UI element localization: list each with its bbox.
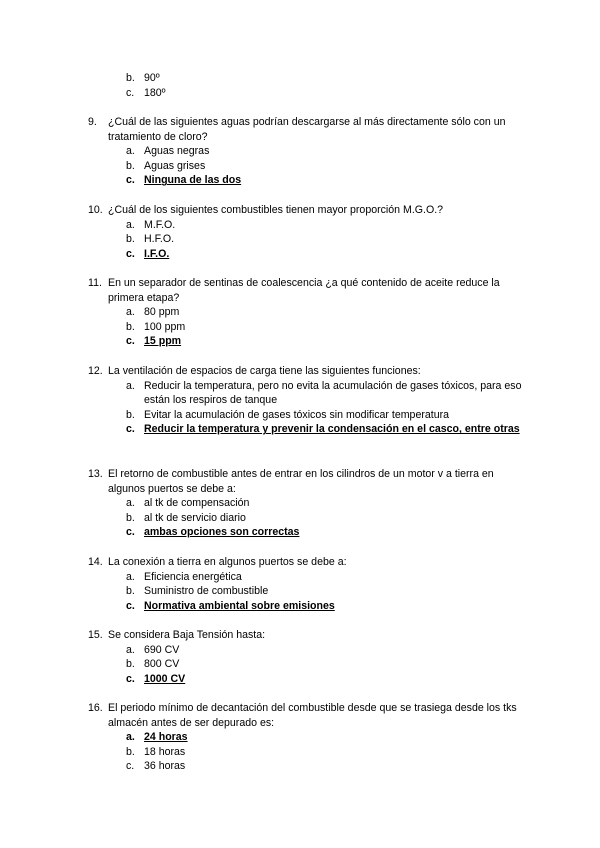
option-label: c. <box>126 174 135 187</box>
question-text: ¿Cuál de los siguientes combustibles tienen mayor proporción M.G.O.? <box>108 204 444 216</box>
option-text: al tk de compensación <box>144 497 250 510</box>
question-stem <box>88 555 528 570</box>
option-text: Aguas negras <box>144 145 210 158</box>
option-a-correct <box>88 730 528 745</box>
previous-question-options <box>88 71 528 100</box>
option-label: c. <box>126 86 135 99</box>
option-text: M.F.O. <box>144 218 176 231</box>
option-b <box>88 657 528 672</box>
option-label: a. <box>126 306 135 319</box>
option-label: b. <box>126 658 135 671</box>
option-label: a. <box>126 643 135 656</box>
option-c-correct <box>88 525 528 540</box>
question-number: 13. <box>88 468 103 480</box>
option-b <box>88 584 528 599</box>
option-label: c. <box>126 599 135 612</box>
option-label: b. <box>126 585 135 598</box>
option-c-correct <box>88 334 528 349</box>
question-16 <box>88 701 528 774</box>
option-text: 18 horas <box>144 745 186 758</box>
option-text: 180º <box>144 86 166 99</box>
option-c-correct <box>88 173 528 188</box>
option-label: a. <box>126 145 135 158</box>
question-stem <box>88 276 528 305</box>
option-text: Evitar la acumulación de gases tóxicos sin modificar temperatura <box>144 408 450 421</box>
option-text: 690 CV <box>144 643 180 656</box>
option-a <box>88 305 528 320</box>
option-a <box>88 496 528 511</box>
question-stem <box>88 628 528 643</box>
question-11 <box>88 276 528 349</box>
question-number: 14. <box>88 556 103 568</box>
option-label: a. <box>126 497 135 510</box>
option-label: c. <box>126 526 135 539</box>
option-label: a. <box>126 218 135 231</box>
option-label: b. <box>126 408 135 421</box>
option-text: 24 horas <box>144 731 188 744</box>
question-text: ¿Cuál de las siguientes aguas podrían descargarse al más directamente sólo con un tratamiento de cloro? <box>108 116 506 143</box>
question-number: 9. <box>88 116 97 128</box>
option-text: Normativa ambiental sobre emisiones <box>144 599 335 612</box>
option-c-correct <box>88 247 528 262</box>
option-text: 800 CV <box>144 658 180 671</box>
question-stem <box>88 467 528 496</box>
option-label: a. <box>126 379 135 392</box>
option-text: 1000 CV <box>144 672 186 685</box>
option-text: Ninguna de las dos <box>144 174 242 187</box>
question-number: 12. <box>88 365 103 377</box>
question-15 <box>88 628 528 686</box>
option-label: a. <box>126 570 135 583</box>
question-13 <box>88 467 528 540</box>
option-text: 80 ppm <box>144 306 180 319</box>
option-text: 15 ppm <box>144 335 182 348</box>
option-label: a. <box>126 731 135 744</box>
option-text: 100 ppm <box>144 320 186 333</box>
option-b <box>88 408 528 423</box>
question-14 <box>88 555 528 613</box>
option-text: Eficiencia energética <box>144 570 242 583</box>
question-12 <box>88 364 528 437</box>
option-label: c. <box>126 247 135 260</box>
option-text: ambas opciones son correctas <box>144 526 300 539</box>
question-text: El periodo mínimo de decantación del combustible desde que se trasiega desde los tks almacén antes de ser depurado es: <box>108 702 517 729</box>
option-text: Reducir la temperatura y prevenir la condensación en el casco, entre otras <box>144 423 520 436</box>
option-c <box>88 759 528 774</box>
option-list <box>88 71 528 100</box>
option-list <box>88 305 528 349</box>
option-list <box>88 379 528 437</box>
option-b <box>88 232 528 247</box>
option-label: c. <box>126 423 135 436</box>
question-number: 16. <box>88 702 103 714</box>
option-label: b. <box>126 72 135 84</box>
option-c-correct <box>88 599 528 614</box>
option-b <box>88 745 528 760</box>
option-b <box>88 71 528 86</box>
option-a <box>88 144 528 159</box>
option-label: c. <box>126 760 135 773</box>
question-stem <box>88 203 528 218</box>
option-text: 90º <box>144 72 160 84</box>
question-9 <box>88 115 528 188</box>
question-10 <box>88 203 528 261</box>
option-b <box>88 159 528 174</box>
option-a <box>88 570 528 585</box>
option-b <box>88 320 528 335</box>
option-a <box>88 218 528 233</box>
option-a <box>88 379 528 408</box>
option-label: b. <box>126 320 135 333</box>
option-label: b. <box>126 511 135 524</box>
question-text: Se considera Baja Tensión hasta: <box>108 629 266 641</box>
option-list <box>88 643 528 687</box>
option-list <box>88 570 528 614</box>
option-c-correct <box>88 422 528 437</box>
question-text: La ventilación de espacios de carga tiene las siguientes funciones: <box>108 365 421 377</box>
question-stem <box>88 364 528 379</box>
option-text: Reducir la temperatura, pero no evita la acumulación de gases tóxicos, para eso están los respiros de tanque <box>144 379 522 407</box>
option-list <box>88 218 528 262</box>
option-label: b. <box>126 745 135 758</box>
option-text: al tk de servicio diario <box>144 511 246 524</box>
option-label: c. <box>126 672 135 685</box>
option-b <box>88 511 528 526</box>
question-text: El retorno de combustible antes de entrar en los cilindros de un motor v a tierra en algunos puertos se debe a: <box>108 468 494 495</box>
question-number: 10. <box>88 204 103 216</box>
option-list <box>88 730 528 774</box>
option-list <box>88 496 528 540</box>
option-text: H.F.O. <box>144 233 175 246</box>
option-label: b. <box>126 159 135 172</box>
option-list <box>88 144 528 188</box>
option-text: 36 horas <box>144 760 186 773</box>
option-text: Aguas grises <box>144 159 206 172</box>
option-a <box>88 643 528 658</box>
question-stem <box>88 115 528 144</box>
option-label: b. <box>126 233 135 246</box>
question-number: 11. <box>88 277 102 289</box>
option-c <box>88 86 528 101</box>
option-text: Suministro de combustible <box>144 585 269 598</box>
option-c-correct <box>88 672 528 687</box>
question-stem <box>88 701 528 730</box>
question-text: La conexión a tierra en algunos puertos se debe a: <box>108 556 347 568</box>
option-text: I.F.O. <box>144 247 170 260</box>
option-label: c. <box>126 335 135 348</box>
question-text: En un separador de sentinas de coalescencia ¿a qué contenido de aceite reduce la primera etapa? <box>108 277 500 304</box>
question-number: 15. <box>88 629 103 641</box>
